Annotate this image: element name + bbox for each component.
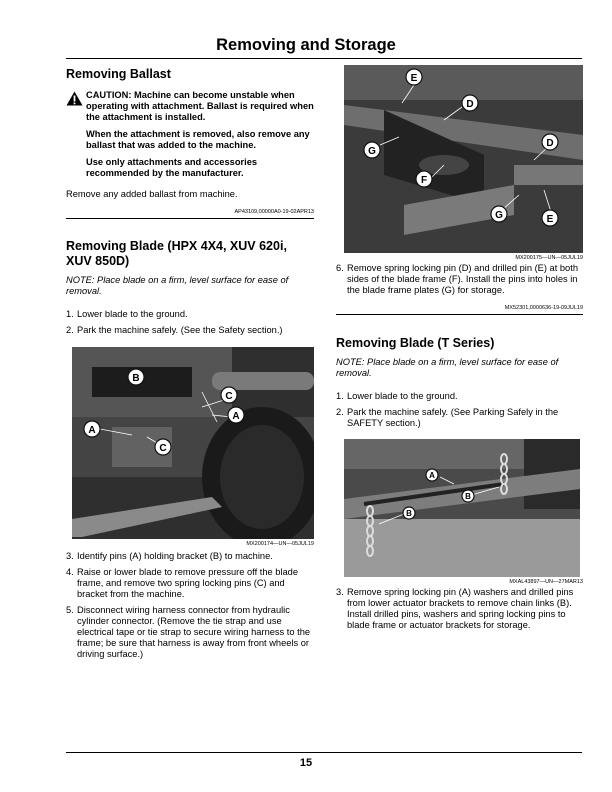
step-item: 5. Disconnect wiring harness connector from hydraulic cylinder connector. (Remove the tie strap and use electrical tape or tie strap to secure wiring harness to the frame; be sure that harness is away from front wheels or driving surface.) xyxy=(66,605,311,659)
blade-frame-photo xyxy=(344,65,583,253)
svg-text:G: G xyxy=(368,146,376,157)
callout-c xyxy=(221,387,237,403)
step-item: 6. Remove spring locking pin (D) and drilled pin (E) at both sides of the blade frame (F). Install the pins into holes in the blade frame plates (G) for storage. xyxy=(336,263,578,295)
callout-c xyxy=(155,439,171,455)
svg-text:C: C xyxy=(159,443,167,454)
caution-line: CAUTION: Machine can become unstable when operating with attachment. Ballast is required when the attachment is installed. xyxy=(86,90,314,122)
caution-text xyxy=(86,90,314,179)
callout-a xyxy=(426,469,438,481)
step-item: 1. Lower blade to the ground. xyxy=(66,309,188,319)
blade-frame-steps xyxy=(336,263,583,296)
callout-a xyxy=(228,407,244,423)
svg-text:C: C xyxy=(225,391,233,402)
svg-text:A: A xyxy=(232,411,240,422)
blade-t-steps-a xyxy=(336,391,583,429)
blade-t-heading: Removing Blade (T Series) xyxy=(336,336,495,350)
step-item: 3. Identify pins (A) holding bracket (B) to machine. xyxy=(66,551,273,561)
callout-a xyxy=(84,421,100,437)
callout-b xyxy=(128,369,144,385)
callout-d xyxy=(462,95,478,111)
step-item: 2. Park the machine safely. (See Parking Safely in the SAFETY section.) xyxy=(336,407,559,428)
blade-t-steps-b xyxy=(336,587,583,631)
svg-text:B: B xyxy=(132,373,140,384)
step-item: 2. Park the machine safely. (See the Safety section.) xyxy=(66,325,283,335)
callout-b xyxy=(462,490,474,502)
blade-hpx-photo xyxy=(72,347,314,539)
right-column xyxy=(336,65,583,631)
svg-text:A: A xyxy=(88,425,96,436)
blade-hpx-note: NOTE: Place blade on a firm, level surface for ease of removal. xyxy=(66,275,289,296)
svg-text:B: B xyxy=(465,492,471,501)
blade-hpx-heading: Removing Blade (HPX 4X4, XUV 620i, XUV 850D) xyxy=(66,239,287,268)
svg-text:E: E xyxy=(410,73,418,84)
svg-text:A: A xyxy=(429,471,435,480)
page-title: Removing and Storage xyxy=(216,36,396,54)
svg-text:E: E xyxy=(546,214,554,225)
title-rule xyxy=(66,58,582,59)
svg-text:B: B xyxy=(406,509,412,518)
step-item: 4. Raise or lower blade to remove pressure off the blade frame, and remove two spring locking pins (C) and bracket from the machine. xyxy=(66,567,299,599)
warning-triangle-icon xyxy=(66,90,86,179)
callout-e xyxy=(542,210,558,226)
blade-hpx-image-ref: MX200174—UN—05JUL19 xyxy=(246,541,314,547)
callout-b xyxy=(403,507,415,519)
callout-d xyxy=(542,134,558,150)
caution-line: When the attachment is removed, also remove any ballast that was added to the machine. xyxy=(86,129,310,150)
ballast-body: Remove any added ballast from machine. xyxy=(66,189,238,199)
blade-hpx-steps-b xyxy=(66,551,314,660)
blade-t-image-ref: MXAL43897—UN—27MAR13 xyxy=(509,579,583,585)
callout-g xyxy=(364,142,380,158)
blade-hpx-ref: MX52301,0000636-19-09JUL19 xyxy=(336,305,583,315)
callout-g xyxy=(491,206,507,222)
svg-text:D: D xyxy=(466,99,474,110)
step-item: 1. Lower blade to the ground. xyxy=(336,391,458,401)
callout-f xyxy=(416,171,432,187)
svg-text:D: D xyxy=(546,138,554,149)
svg-text:G: G xyxy=(495,210,503,221)
blade-t-note: NOTE: Place blade on a firm, level surface for ease of removal. xyxy=(336,357,559,378)
ballast-ref: AP43109,00000A0-19-02APR13 xyxy=(66,209,314,219)
step-item: 3. Remove spring locking pin (A) washers and drilled pins from lower actuator brackets to remove chain links (B). Install drilled pins, washers and spring locking pins to blade frame or actuator brackets for storage. xyxy=(336,587,574,630)
callout-e xyxy=(406,69,422,85)
footer-rule xyxy=(66,752,582,753)
caution-line: Use only attachments and accessories recommended by the manufacturer. xyxy=(86,157,258,178)
page-number: 15 xyxy=(299,757,313,769)
svg-text:F: F xyxy=(420,175,428,186)
left-column xyxy=(66,67,314,660)
blade-hpx-steps-a xyxy=(66,309,314,336)
blade-t-photo xyxy=(344,439,580,577)
ballast-heading: Removing Ballast xyxy=(66,67,171,81)
caution-block xyxy=(66,90,314,179)
blade-frame-image-ref: MX200175—UN—05JUL19 xyxy=(515,255,583,261)
